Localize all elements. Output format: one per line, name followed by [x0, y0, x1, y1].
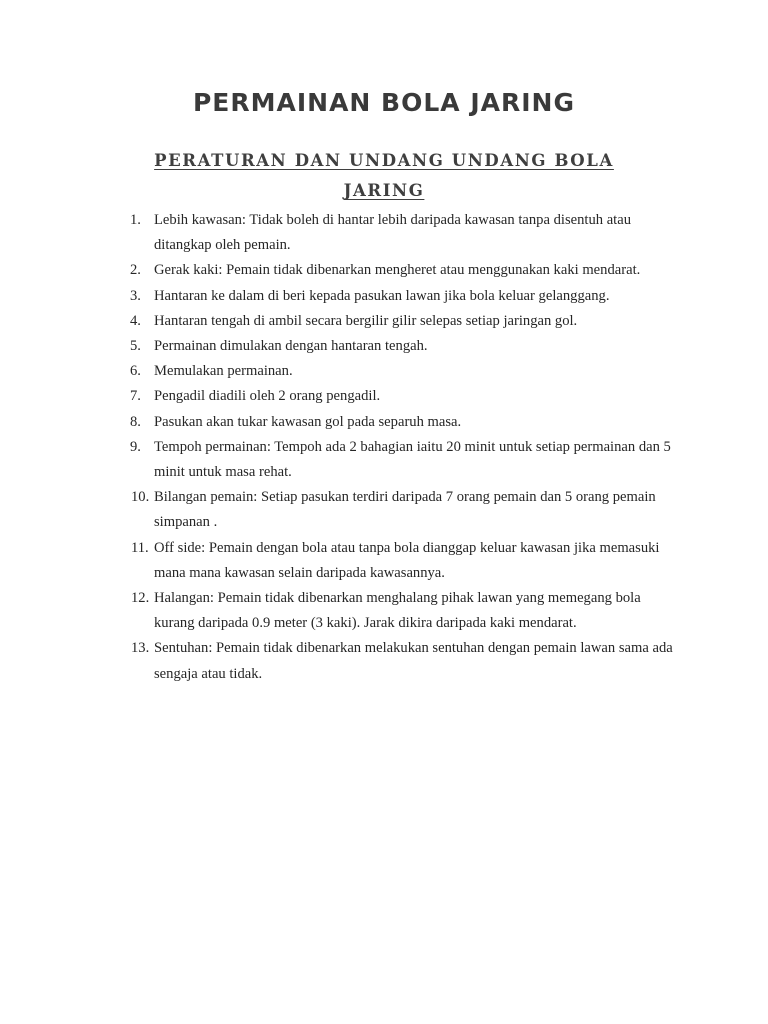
rule-item: [120, 258, 680, 283]
rule-item: [120, 485, 680, 535]
rules-list: [120, 208, 680, 687]
rule-number: 9.: [130, 438, 141, 455]
rule-item: [120, 384, 680, 409]
rule-text: Permainan dimulakan dengan hantaran tengah.: [154, 338, 428, 355]
rule-item: [120, 359, 680, 384]
rule-item: [120, 309, 680, 334]
rule-number: 5.: [130, 338, 141, 355]
rule-number: 11.: [131, 539, 149, 556]
rule-item: [120, 284, 680, 309]
rule-text: Memulakan permainan.: [154, 363, 293, 380]
rule-number: 12.: [131, 590, 150, 607]
document-subtitle: PERATURAN DAN UNDANG UNDANG BOLA JARING: [154, 151, 614, 200]
rule-text: Halangan: Pemain tidak dibenarkan menghalang pihak lawan yang memegang bola kurang daripada 0.9 meter (3 kaki). Jarak dikira daripada kaki mendarat.: [154, 590, 641, 632]
rule-text: Pasukan akan tukar kawasan gol pada separuh masa.: [154, 413, 462, 430]
document-title: PERMAINAN BOLA JARING: [192, 88, 575, 117]
rule-number: 8.: [130, 413, 141, 430]
rule-number: 6.: [130, 363, 141, 380]
rule-text: Gerak kaki: Pemain tidak dibenarkan mengheret atau menggunakan kaki mendarat.: [154, 262, 641, 279]
rule-item: [120, 334, 680, 359]
rule-text: Off side: Pemain dengan bola atau tanpa bola dianggap keluar kawasan jika memasuki mana mana kawasan selain daripada kawasannya.: [154, 539, 660, 581]
rule-number: 4.: [130, 312, 141, 329]
rule-text: Pengadil diadili oleh 2 orang pengadil.: [154, 388, 381, 405]
rule-number: 3.: [130, 287, 141, 304]
rule-text: Sentuhan: Pemain tidak dibenarkan melakukan sentuhan dengan pemain lawan sama ada sengaja atau tidak.: [154, 640, 673, 682]
rule-item: [120, 586, 680, 636]
rule-number: 10.: [131, 489, 150, 506]
rule-text: Tempoh permainan: Tempoh ada 2 bahagian iaitu 20 minit untuk setiap permainan dan 5 minit untuk masa rehat.: [154, 438, 671, 481]
rule-number: 2.: [130, 262, 141, 279]
rule-item: [120, 536, 680, 586]
rule-text: Hantaran tengah di ambil secara bergilir gilir selepas setiap jaringan gol.: [154, 312, 578, 329]
rule-text: Hantaran ke dalam di beri kepada pasukan lawan jika bola keluar gelanggang.: [154, 287, 610, 304]
rule-number: 1.: [130, 212, 141, 228]
rule-item: [120, 435, 680, 485]
rule-number: 7.: [130, 388, 141, 405]
rule-item: [120, 636, 680, 686]
rule-text: Bilangan pemain: Setiap pasukan terdiri daripada 7 orang pemain dan 5 orang pemain simpanan .: [154, 489, 656, 531]
rule-text: Lebih kawasan: Tidak boleh di hantar lebih daripada kawasan tanpa disentuh atau ditangkap oleh pemain.: [154, 212, 631, 254]
rule-number: 13.: [131, 640, 150, 657]
rule-item: [120, 208, 680, 258]
rule-item: [120, 410, 680, 435]
